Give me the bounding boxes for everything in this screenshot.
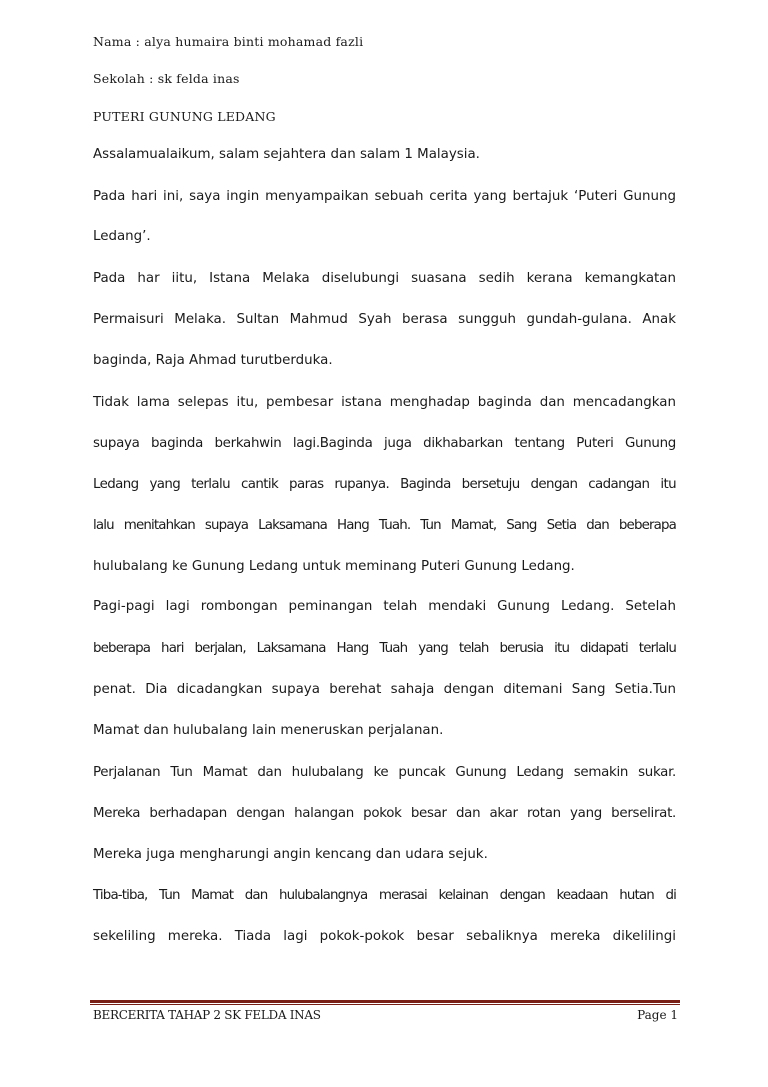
paragraph-line: sekeliling mereka. Tiada lagi pokok-pokok besar sebaliknya mereka dikelilingi: [93, 929, 676, 944]
paragraph-line: Ledang’.: [93, 229, 151, 244]
paragraph-line: penat. Dia dicadangkan supaya berehat sahaja dengan ditemani Sang Setia.Tun: [93, 682, 676, 697]
footer-rule-thin: [90, 1004, 680, 1005]
paragraph-line: Pada har iitu, Istana Melaka diselubungi suasana sedih kerana kemangkatan: [93, 271, 676, 286]
paragraph-line: Mamat dan hulubalang lain meneruskan perjalanan.: [93, 723, 444, 738]
paragraph-line: Mereka berhadapan dengan halangan pokok besar dan akar rotan yang berselirat.: [93, 806, 676, 821]
paragraph-line: Pada hari ini, saya ingin menyampaikan sebuah cerita yang bertajuk ‘Puteri Gunung: [93, 189, 676, 204]
name-line: Nama : alya humaira binti mohamad fazli: [93, 34, 364, 49]
paragraph-line: Perjalanan Tun Mamat dan hulubalang ke puncak Gunung Ledang semakin sukar.: [93, 765, 676, 780]
paragraph-line: Pagi-pagi lagi rombongan peminangan telah mendaki Gunung Ledang. Setelah: [93, 599, 676, 614]
page-number: Page 1: [637, 1008, 678, 1022]
footer-title: BERCERITA TAHAP 2 SK FELDA INAS: [93, 1008, 321, 1022]
paragraph-line: Mereka juga mengharungi angin kencang dan udara sejuk.: [93, 847, 488, 862]
paragraph-line: supaya baginda berkahwin lagi.Baginda juga dikhabarkan tentang Puteri Gunung: [93, 436, 676, 451]
school-line: Sekolah : sk felda inas: [93, 71, 240, 86]
paragraph-line: Tidak lama selepas itu, pembesar istana menghadap baginda dan mencadangkan: [93, 395, 676, 410]
paragraph-line: Assalamualaikum, salam sejahtera dan salam 1 Malaysia.: [93, 147, 480, 162]
paragraph-line: Permaisuri Melaka. Sultan Mahmud Syah berasa sungguh gundah-gulana. Anak: [93, 312, 676, 327]
paragraph-line: Tiba-tiba, Tun Mamat dan hulubalangnya merasai kelainan dengan keadaan hutan di: [93, 888, 676, 903]
paragraph-line: baginda, Raja Ahmad turutberduka.: [93, 353, 333, 368]
footer-rule: [90, 1000, 680, 1003]
paragraph-line: lalu menitahkan supaya Laksamana Hang Tuah. Tun Mamat, Sang Setia dan beberapa: [93, 518, 676, 533]
paragraph-line: beberapa hari berjalan, Laksamana Hang Tuah yang telah berusia itu didapati terlalu: [93, 641, 676, 656]
paragraph-line: Ledang yang terlalu cantik paras rupanya. Baginda bersetuju dengan cadangan itu: [93, 477, 676, 492]
paragraph-line: hulubalang ke Gunung Ledang untuk meminang Puteri Gunung Ledang.: [93, 559, 575, 574]
story-title: PUTERI GUNUNG LEDANG: [93, 109, 276, 124]
